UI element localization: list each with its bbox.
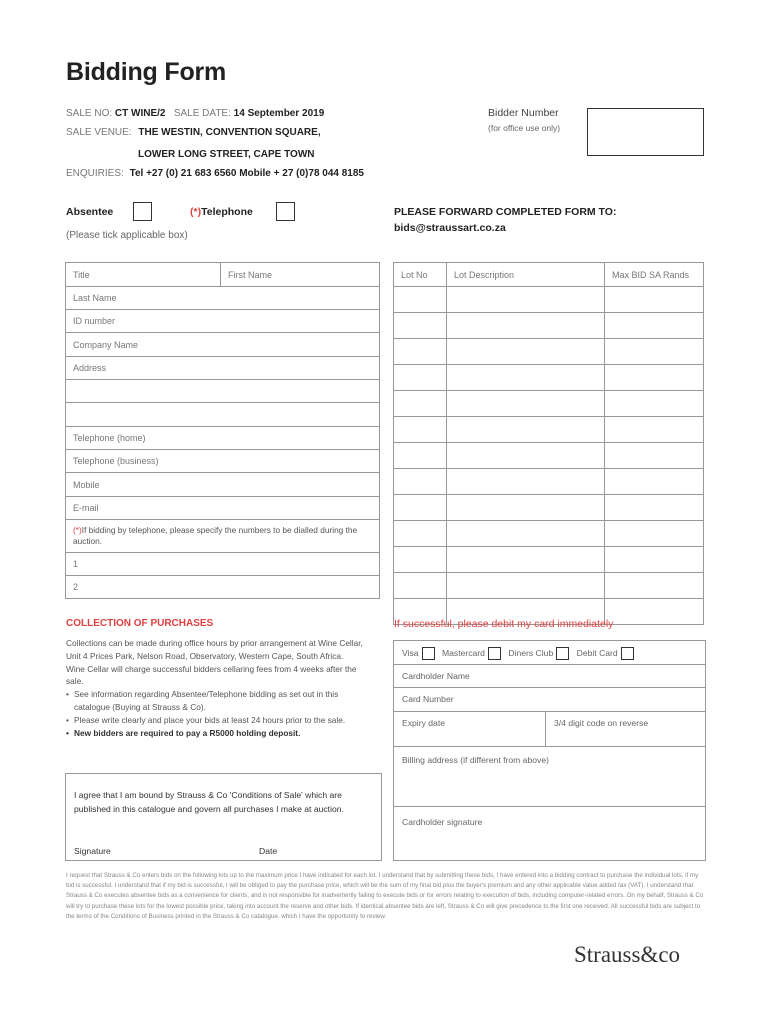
lot-description-cell[interactable] <box>447 547 605 573</box>
lot-no-cell[interactable] <box>394 495 447 521</box>
sale-info-line <box>66 108 324 119</box>
lot-description-cell[interactable] <box>447 313 605 339</box>
enquiries-contact: Tel +27 (0) 21 683 6560 Mobile + 27 (0)78 044 8185 <box>129 168 364 179</box>
address-field[interactable]: Address <box>66 357 380 380</box>
lot-description-cell[interactable] <box>447 339 605 365</box>
max-bid-cell[interactable] <box>605 365 704 391</box>
lot-row <box>394 313 704 339</box>
forward-email[interactable]: bids@straussart.co.za <box>394 222 506 234</box>
lot-description-cell[interactable] <box>447 469 605 495</box>
bidder-number-box[interactable] <box>587 108 704 156</box>
signature-label[interactable]: Signature <box>74 846 111 856</box>
phone-number-1-field[interactable]: 1 <box>66 553 380 576</box>
diners-club-checkbox[interactable] <box>556 647 569 660</box>
absentee-checkbox[interactable] <box>133 202 152 221</box>
agreement-text: I agree that I am bound by Strauss & Co 'Conditions of Sale' which are published in this catalogue and govern all purchases I make at auction. <box>74 790 344 814</box>
tick-note: (Please tick applicable box) <box>66 230 188 241</box>
collection-paragraph: Collections can be made during office hours by prior arrangement at Wine Cellar, Unit 4 Prices Park, Nelson Road, Observatory, Western Cape, South Africa. Wine Cellar will charge successful bidders cellaring fees from 4 weeks after the sale. <box>66 638 363 687</box>
lot-row <box>394 469 704 495</box>
absentee-label: Absentee <box>66 206 114 218</box>
lot-description-cell[interactable] <box>447 495 605 521</box>
collection-bullet: • See information regarding Absentee/Telephone bidding as set out in this catalogue (Buying at Strauss & Co). <box>66 689 339 712</box>
expiry-date-field[interactable]: Expiry date <box>394 712 546 747</box>
mastercard-checkbox[interactable] <box>488 647 501 660</box>
card-details-box <box>393 640 706 861</box>
lot-description-cell[interactable] <box>447 391 605 417</box>
telephone-home-field[interactable]: Telephone (home) <box>66 427 380 450</box>
telephone-checkbox[interactable] <box>276 202 295 221</box>
max-bid-cell[interactable] <box>605 521 704 547</box>
collection-text <box>66 637 364 739</box>
card-heading: If successful, please debit my card immediately <box>394 618 614 630</box>
lot-no-cell[interactable] <box>394 547 447 573</box>
max-bid-cell[interactable] <box>605 313 704 339</box>
collection-heading: COLLECTION OF PURCHASES <box>66 618 214 629</box>
lot-description-cell[interactable] <box>447 521 605 547</box>
telephone-business-field[interactable]: Telephone (business) <box>66 450 380 473</box>
lot-no-cell[interactable] <box>394 313 447 339</box>
max-bid-cell[interactable] <box>605 443 704 469</box>
card-number-field[interactable]: Card Number <box>394 688 705 712</box>
max-bid-cell[interactable] <box>605 391 704 417</box>
lot-no-cell[interactable] <box>394 391 447 417</box>
sale-date: 14 September 2019 <box>233 108 325 119</box>
phone-number-2-field[interactable]: 2 <box>66 576 380 599</box>
lot-no-cell[interactable] <box>394 339 447 365</box>
lot-description-cell[interactable] <box>447 365 605 391</box>
lot-row <box>394 287 704 313</box>
address-line-3[interactable] <box>66 403 380 427</box>
lot-row <box>394 573 704 599</box>
cardholder-signature-field[interactable]: Cardholder signature <box>402 817 483 827</box>
phone-note-asterisk: (*) <box>73 525 82 535</box>
lots-table <box>393 262 704 625</box>
sale-no-label: SALE NO: <box>66 108 113 119</box>
collection-bullet: • Please write clearly and place your bids at least 24 hours prior to the sale. <box>66 714 346 725</box>
venue-line <box>66 127 321 138</box>
debit-card-checkbox[interactable] <box>621 647 634 660</box>
lot-row <box>394 417 704 443</box>
telephone-option <box>190 206 253 218</box>
collection-bullet: • New bidders are required to pay a R5000 holding deposit. <box>66 727 301 738</box>
phone-note-text: If bidding by telephone, please specify the numbers to be dialled during the auction. <box>73 525 358 546</box>
id-number-field[interactable]: ID number <box>66 310 380 333</box>
disclaimer-text: I request that Strauss & Co enters bids on the following lots up to the maximum price I have indicated for each lot. I understand that by submitting these bids, I have entered into a bidding contract to purchase the individual lots, if my bid is successful. I understand that if my bid is successful, I will be obliged to pay the purchase price, which will be the sum of my final bid plus the buyer's premium and any other applicable value added tax (VAT). I understand that Strauss & Co executes absentee bids as a convenience for clients, and is not responsible for inadvertently failing to execute bids or for errors relating to execution of bids, including computer-related errors. On my behalf, Strauss & Co will try to purchase these lots for the lowest possible price, taking into account the reserve and other bids. If identical absentee bids are left, Strauss & Co will give precedence to the first one received. All successful bids are subject to the terms of the Conditions of Business printed in the Strauss & Co catalogue, which I have the opportunity to review. <box>66 872 704 920</box>
lot-row <box>394 547 704 573</box>
enquiries-label: ENQUIRIES: <box>66 168 124 179</box>
lot-row <box>394 443 704 469</box>
email-field[interactable]: E-mail <box>66 497 380 520</box>
sale-date-label: SALE DATE: <box>173 108 231 119</box>
personal-details-table <box>65 262 380 599</box>
last-name-field[interactable]: Last Name <box>66 287 380 310</box>
max-bid-cell[interactable] <box>605 469 704 495</box>
lot-description-cell[interactable] <box>447 573 605 599</box>
mastercard-label: Mastercard <box>441 647 485 658</box>
cvv-field[interactable]: 3/4 digit code on reverse <box>546 712 705 747</box>
max-bid-cell[interactable] <box>605 573 704 599</box>
visa-label: Visa <box>402 647 419 658</box>
lot-no-cell[interactable] <box>394 443 447 469</box>
max-bid-header: Max BID SA Rands <box>605 263 704 287</box>
title-field[interactable]: Title <box>66 263 221 287</box>
lot-description-cell[interactable] <box>447 417 605 443</box>
max-bid-cell[interactable] <box>605 287 704 313</box>
enquiries-line <box>66 168 364 179</box>
first-name-field[interactable]: First Name <box>221 263 380 287</box>
lot-no-cell[interactable] <box>394 469 447 495</box>
billing-address-field[interactable]: Billing address (if different from above) <box>394 747 705 807</box>
lot-row <box>394 495 704 521</box>
address-line-2[interactable] <box>66 380 380 403</box>
max-bid-cell[interactable] <box>605 547 704 573</box>
lot-no-cell[interactable] <box>394 573 447 599</box>
lot-row <box>394 339 704 365</box>
debit-card-label: Debit Card <box>576 647 618 658</box>
lot-no-cell[interactable] <box>394 287 447 313</box>
lot-no-cell[interactable] <box>394 521 447 547</box>
lot-description-header: Lot Description <box>447 263 605 287</box>
lot-row <box>394 521 704 547</box>
lot-row <box>394 365 704 391</box>
date-label[interactable]: Date <box>259 846 278 856</box>
max-bid-cell[interactable] <box>605 495 704 521</box>
agreement-box <box>65 773 382 861</box>
max-bid-cell[interactable] <box>605 339 704 365</box>
mobile-field[interactable]: Mobile <box>66 473 380 497</box>
page-title: Bidding Form <box>66 58 227 86</box>
lot-description-cell[interactable] <box>447 287 605 313</box>
cardholder-name-field[interactable]: Cardholder Name <box>394 665 705 688</box>
phone-numbers-note <box>66 520 380 553</box>
card-type-row <box>394 641 705 665</box>
company-name-field[interactable]: Company Name <box>66 333 380 357</box>
venue-label: SALE VENUE: <box>66 127 132 138</box>
bidder-number-label: Bidder Number <box>488 107 559 119</box>
visa-checkbox[interactable] <box>422 647 435 660</box>
venue-line1: THE WESTIN, CONVENTION SQUARE, <box>138 127 321 138</box>
lot-no-header: Lot No <box>394 263 447 287</box>
telephone-label: Telephone <box>201 206 253 218</box>
lot-no-cell[interactable] <box>394 417 447 443</box>
lot-description-cell[interactable] <box>447 443 605 469</box>
telephone-asterisk: (*) <box>190 206 202 218</box>
lot-row <box>394 391 704 417</box>
forward-label: PLEASE FORWARD COMPLETED FORM TO: <box>394 206 617 218</box>
lot-no-cell[interactable] <box>394 365 447 391</box>
max-bid-cell[interactable] <box>605 599 704 625</box>
sale-no: CT WINE/2 <box>114 108 166 119</box>
bidder-number-note: (for office use only) <box>488 123 561 133</box>
strauss-logo: Strauss&co <box>574 942 681 967</box>
venue-line2: LOWER LONG STREET, CAPE TOWN <box>138 149 315 160</box>
diners-club-label: Diners Club <box>508 647 554 658</box>
max-bid-cell[interactable] <box>605 417 704 443</box>
